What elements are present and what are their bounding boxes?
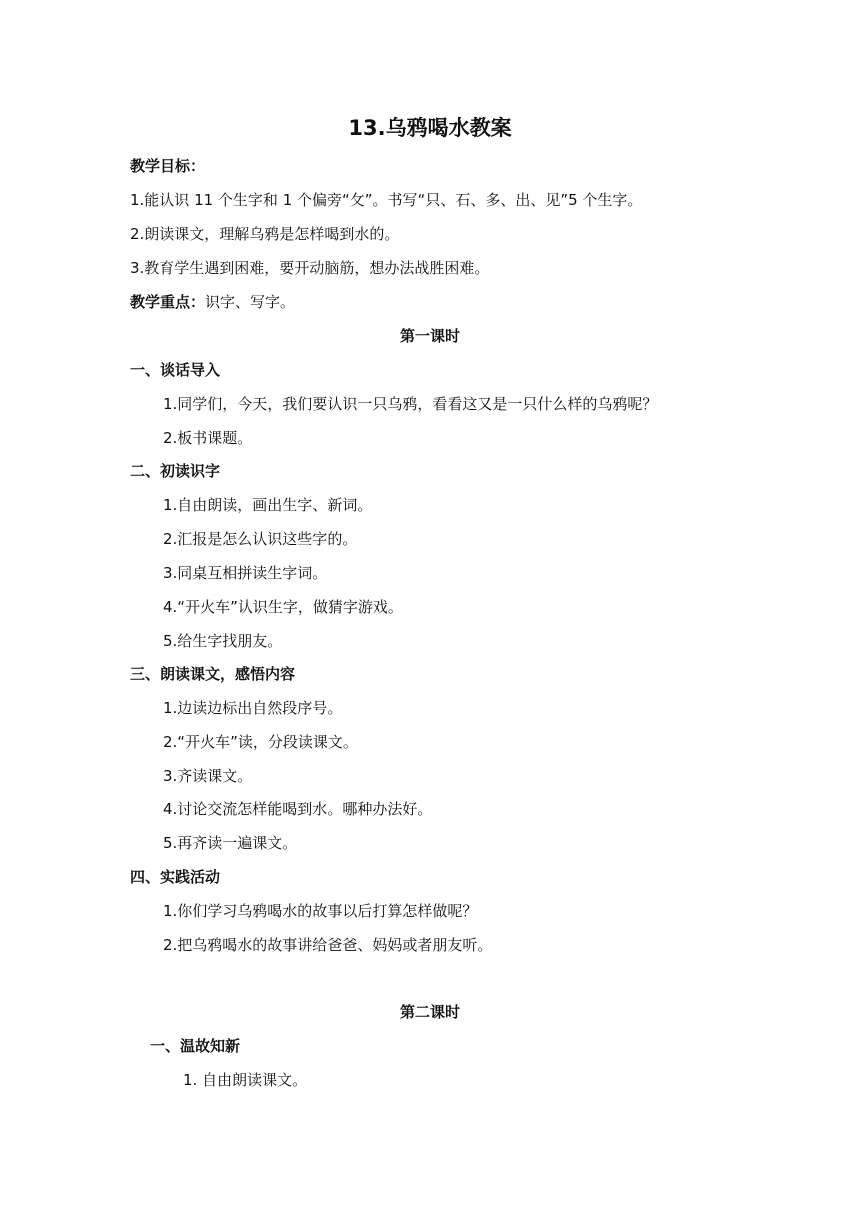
list-item: 2.“开火车”读，分段读课文。 — [163, 733, 358, 751]
list-item: 1.边读边标出自然段序号。 — [163, 699, 343, 717]
lesson2-title: 第二课时 — [399, 1003, 460, 1021]
section-heading: 三、朗读课文，感悟内容 — [130, 665, 296, 683]
focus-text: 识字、写字。 — [205, 293, 296, 311]
document-title: 13.乌鸦喝水教案 — [348, 116, 512, 140]
list-item: 4.讨论交流怎样能喝到水。哪种办法好。 — [163, 800, 433, 818]
objective-item: 1.能认识 11 个生字和 1 个偏旁“攵”。书写“只、石、多、出、见”5 个生字。 — [130, 191, 643, 209]
section-heading: 二、初读识字 — [130, 462, 221, 480]
section-heading: 一、谈话导入 — [130, 361, 221, 379]
section-heading: 一、温故知新 — [150, 1037, 241, 1055]
list-item: 5.给生字找朋友。 — [163, 632, 283, 650]
objective-item: 3.教育学生遇到困难，要开动脑筋，想办法战胜困难。 — [130, 259, 490, 277]
focus-heading: 教学重点： — [130, 293, 206, 311]
list-item: 1.同学们，今天，我们要认识一只乌鸦，看看这又是一只什么样的乌鸦呢？ — [163, 395, 658, 413]
list-item: 2.把乌鸦喝水的故事讲给爸爸、妈妈或者朋友听。 — [163, 936, 493, 954]
list-item: 5.再齐读一遍课文。 — [163, 834, 298, 852]
list-item: 1.自由朗读，画出生字、新词。 — [163, 496, 373, 514]
objectives-heading: 教学目标： — [130, 157, 206, 175]
list-item: 3.同桌互相拼读生字词。 — [163, 564, 328, 582]
list-item: 4.“开火车”认识生字，做猜字游戏。 — [163, 598, 403, 616]
list-item: 2.板书课题。 — [163, 429, 253, 447]
list-item: 3.齐读课文。 — [163, 767, 253, 785]
list-item: 2.汇报是怎么认识这些字的。 — [163, 530, 358, 548]
focus-line — [130, 292, 295, 312]
list-item: 1. 自由朗读课文。 — [183, 1071, 308, 1089]
lesson1-title: 第一课时 — [399, 327, 460, 345]
objective-item: 2.朗读课文，理解乌鸦是怎样喝到水的。 — [130, 225, 400, 243]
list-item: 1.你们学习乌鸦喝水的故事以后打算怎样做呢？ — [163, 902, 478, 920]
section-heading: 四、实践活动 — [130, 868, 221, 886]
